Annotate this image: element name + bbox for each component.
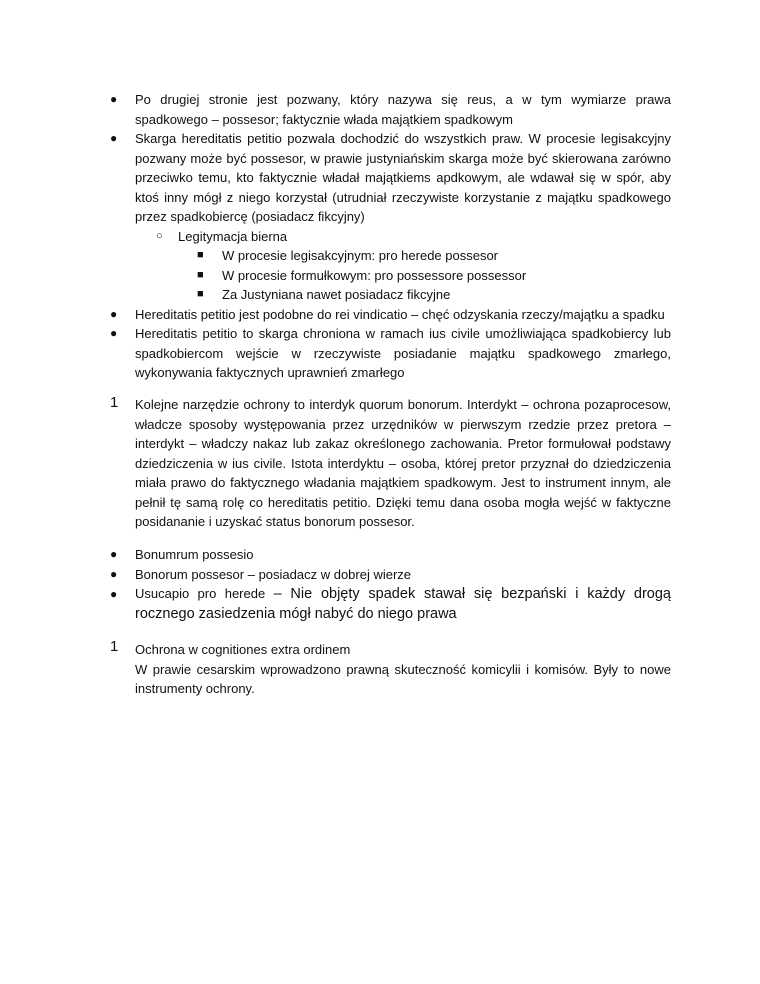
section-content — [135, 640, 671, 699]
list-item-text: Hereditatis petitio jest podobne do rei vindicatio – chęć odzyskania rzeczy/majątku a spadku — [135, 306, 665, 322]
list-item — [110, 545, 671, 565]
circle-marker: ○ — [156, 229, 163, 242]
list-item-text: Hereditatis petitio to skarga chroniona w ramach ius civile umożliwiająca spadkobiercy lub spadkobiercom wejście w rzeczywiste posiadanie majątku spadkowego zmarłego, wykonywania faktycznych uprawnień zmarłego — [135, 326, 671, 380]
subsub-list-item — [110, 285, 671, 305]
subsub-list-item-text: W procesie legisakcyjnym: pro herede possesor — [222, 248, 499, 263]
list-item-text: Bonorum possesor – posiadacz w dobrej wierze — [135, 566, 412, 582]
sub-list-item-text: Legitymacja bierna — [178, 228, 288, 244]
square-marker: ■ — [197, 288, 204, 300]
square-marker: ■ — [197, 249, 204, 261]
subsub-list-item — [110, 246, 671, 266]
list-item — [110, 584, 671, 624]
list-item — [110, 305, 671, 325]
list-item — [110, 90, 671, 129]
section-number: 1 — [110, 394, 119, 411]
section-number: 1 — [110, 638, 119, 655]
sub-list-item — [110, 227, 671, 247]
square-marker: ■ — [197, 268, 204, 281]
bullet-marker: ● — [110, 547, 118, 561]
subsub-list-item-text: W procesie formułkowym: pro possessore possessor — [222, 267, 527, 283]
list-item-text: Skarga hereditatis petitio pozwala dochodzić do wszystkich praw. W procesie legisakcyjny pozwany może być possesor, w prawie justyniańskim skarga może być skierowana zarówno przeciwko temu, kto faktycznie władał majątkiems apdkowym, ale wdawał się w spór, aby ktoś inny mógł z niego korzystał (utrudniał rzeczywiste korzystanie z majątku spadkowego przez spadkobiercę (posiadacz fikcyjny) — [135, 131, 671, 224]
section-paragraph: Kolejne narzędzie ochrony to interdyk quorum bonorum. Interdykt – ochrona pozaprocesow, władcze sposoby występowania przez urzędników w pierwszym rzedzie przez pretora – interdykt – władczy nakaz lub zakaz określonego zachowania. Pretor formułował podstawy dziedziczenia w ius civile. Istota interdyktu – osoba, której pretor przyznał do dziedziczenia miała prawo do faktycznego władania majątkiem spadkowym. Jest to instrument innym, ale pełnił tę samą rolę co hereditatis petitio. Dzięki temu dana osoba mogła wejść w faktyczne posidananie i uzyskać status bonorum possesor. — [135, 397, 671, 529]
bullet-marker: ● — [110, 587, 118, 601]
subsub-list-item — [110, 266, 671, 286]
bullet-marker: ● — [110, 92, 118, 106]
list-item — [110, 324, 671, 383]
bullet-marker: ● — [110, 131, 118, 145]
bullet-marker: ● — [110, 566, 118, 581]
list-item — [110, 565, 671, 585]
list-item — [110, 129, 671, 227]
bullet-list-2 — [110, 545, 671, 624]
list-item-text: – Nie objęty spadek stawał się bezpański i każdy drogą rocznego zasiedzenia mógł nabyć do niego prawa — [135, 586, 671, 622]
section-paragraph: W prawie cesarskim wprowadzono prawną skuteczność komicylii i komisów. Były to nowe instrumenty ochrony. — [135, 661, 671, 696]
list-item-text: Po drugiej stronie jest pozwany, który nazywa się reus, a w tym wymiarze prawa spadkowego – possesor; faktycznie włada majątkiem spadkowym — [135, 92, 671, 127]
bullet-marker: ● — [110, 306, 118, 321]
list-item-text: Bonumrum possesio — [135, 547, 254, 562]
section-heading: Ochrona w cognitiones extra ordinem — [135, 642, 351, 657]
bullet-list-1 — [110, 90, 671, 383]
bullet-marker: ● — [110, 326, 118, 340]
list-item-lead-text: Usucapio pro herede — [135, 586, 266, 601]
subsub-list-item-text: Za Justyniana nawet posiadacz fikcyjne — [222, 287, 451, 302]
